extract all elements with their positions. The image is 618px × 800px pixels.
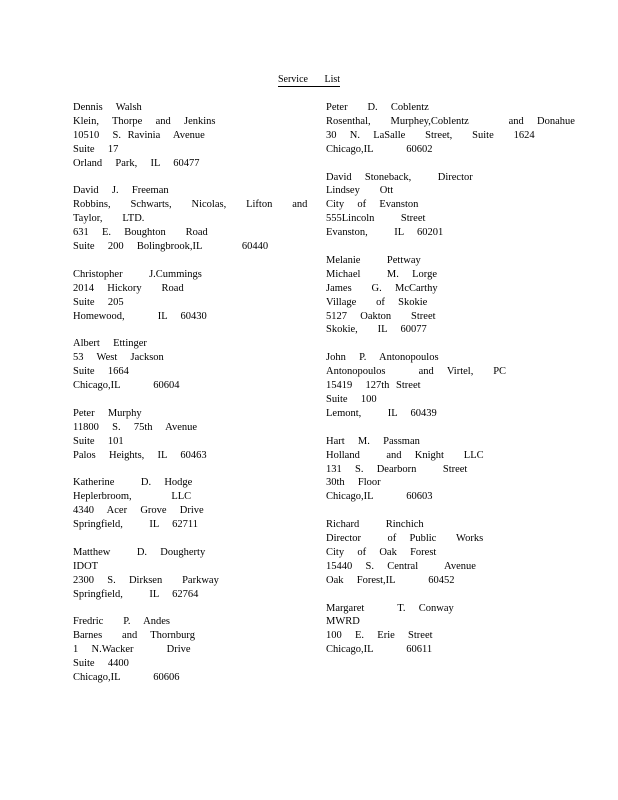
address-line: Suite 101 xyxy=(73,435,124,447)
contact-name: Dennis Walsh xyxy=(73,102,142,113)
address-line: 30 N. LaSalle Street, Suite 1624 xyxy=(326,129,535,141)
contact-name: Albert Ettinger xyxy=(73,338,147,350)
address-line: Evanston, IL 60201 xyxy=(326,227,444,239)
address-line: Chicago,IL 60603 xyxy=(326,491,433,503)
contact-name: David J. Freeman xyxy=(73,185,169,197)
address-entry xyxy=(73,337,323,393)
address-line: Homewood, IL 60430 xyxy=(73,310,207,322)
address-line: City of Oak Forest xyxy=(326,546,437,558)
contact-name: Melanie Pettway xyxy=(326,254,421,266)
address-line: Palos Heights, IL 60463 xyxy=(73,449,207,461)
address-line: 131 S. Dearborn Street xyxy=(326,463,468,475)
address-line: Chicago,IL 60611 xyxy=(326,644,433,656)
address-line: Skokie, IL 60077 xyxy=(326,324,427,336)
address-line: Rosenthal, Murphey,Coblentz and Donahue xyxy=(326,115,575,127)
address-line: Robbins, Schwarts, Nicolas, Lifton and xyxy=(73,199,308,211)
contact-name: Peter Murphy xyxy=(73,407,142,419)
address-line: Springfield, IL 62764 xyxy=(73,588,199,600)
address-line: MWRD xyxy=(326,616,360,628)
address-entry xyxy=(326,101,575,157)
address-line: Taylor, LTD. xyxy=(73,213,145,225)
address-line: 53 West Jackson xyxy=(73,352,164,364)
address-line: 555Lincoln Street xyxy=(326,213,426,225)
address-line: Oak Forest,IL 60452 xyxy=(326,574,455,586)
contact-name: Margaret T. Conway xyxy=(326,602,454,614)
contact-name: Peter D. Coblentz xyxy=(326,102,429,113)
address-entry xyxy=(73,407,323,463)
address-line: Village of Skokie xyxy=(326,296,428,308)
address-line: Chicago,IL 60604 xyxy=(73,380,180,392)
address-line: Antonopoulos and Virtel, PC xyxy=(326,366,507,378)
address-line: IDOT xyxy=(73,560,99,572)
address-line: Orland Park, IL 60477 xyxy=(73,157,200,169)
address-entry xyxy=(73,101,323,171)
address-line: 631 E. Boughton Road xyxy=(73,227,208,239)
address-line: Suite 205 xyxy=(73,296,124,308)
address-entry xyxy=(326,435,561,505)
address-entry xyxy=(73,476,323,532)
service-list-right-column xyxy=(326,101,575,671)
address-entry xyxy=(73,615,323,685)
address-line: Barnes and Thornburg xyxy=(73,630,195,642)
address-entry xyxy=(326,254,561,337)
address-line: 10510 S. Ravinia Avenue xyxy=(73,129,205,141)
address-line: Michael M. Lorge xyxy=(326,268,437,280)
address-line: Suite 17 xyxy=(73,143,119,155)
address-line: Holland and Knight LLC xyxy=(326,449,484,461)
contact-name: John P. Antonopoulos xyxy=(326,352,439,364)
contact-name: Katherine D. Hodge xyxy=(73,477,193,489)
address-line: 30th Floor xyxy=(326,477,381,489)
address-line: 5127 Oakton Street xyxy=(326,310,436,322)
address-entry xyxy=(326,351,561,421)
address-line: Chicago,IL 60602 xyxy=(326,143,433,155)
address-entry xyxy=(326,171,561,241)
address-line: 1 N.Wacker Drive xyxy=(73,644,191,656)
address-line: Chicago,IL 60606 xyxy=(73,672,180,684)
service-list-left-column xyxy=(73,101,323,699)
address-line: 4340 Acer Grove Drive xyxy=(73,505,204,517)
address-entry xyxy=(73,546,323,602)
address-line: Heplerbroom, LLC xyxy=(73,491,192,503)
address-line: City of Evanston xyxy=(326,199,419,211)
address-line: Suite 4400 xyxy=(73,658,129,670)
contact-name: Fredric P. Andes xyxy=(73,616,170,628)
address-line: 11800 S. 75th Avenue xyxy=(73,421,198,433)
address-line: Lindsey Ott xyxy=(326,185,394,197)
contact-name: Richard Rinchich xyxy=(326,519,424,531)
address-line: Lemont, IL 60439 xyxy=(326,407,437,419)
address-line: 2014 Hickory Road xyxy=(73,282,184,294)
address-line: Springfield, IL 62711 xyxy=(73,519,199,531)
contact-name: Hart M. Passman xyxy=(326,435,420,447)
page-title-text: Service List xyxy=(277,74,341,85)
address-line: Suite 200 Bolingbrook,IL 60440 xyxy=(73,241,269,253)
page-title xyxy=(0,74,618,85)
contact-name: David Stoneback, Director xyxy=(326,171,473,183)
address-line: Suite 100 xyxy=(326,393,377,405)
address-line: James G. McCarthy xyxy=(326,282,438,294)
address-entry xyxy=(326,518,561,588)
contact-name: Matthew D. Dougherty xyxy=(73,546,206,558)
address-entry xyxy=(73,184,323,254)
address-entry xyxy=(326,602,561,658)
contact-name: Christopher J.Cummings xyxy=(73,268,202,280)
address-line: Director of Public Works xyxy=(326,533,484,545)
address-entry xyxy=(73,268,323,324)
address-line: Suite 1664 xyxy=(73,366,129,378)
address-line: 100 E. Erie Street xyxy=(326,630,433,642)
address-line: 2300 S. Dirksen Parkway xyxy=(73,574,219,586)
address-line: 15419 127th Street xyxy=(326,380,421,392)
address-line: Klein, Thorpe and Jenkins xyxy=(73,115,216,127)
address-line: 15440 S. Central Avenue xyxy=(326,560,476,572)
